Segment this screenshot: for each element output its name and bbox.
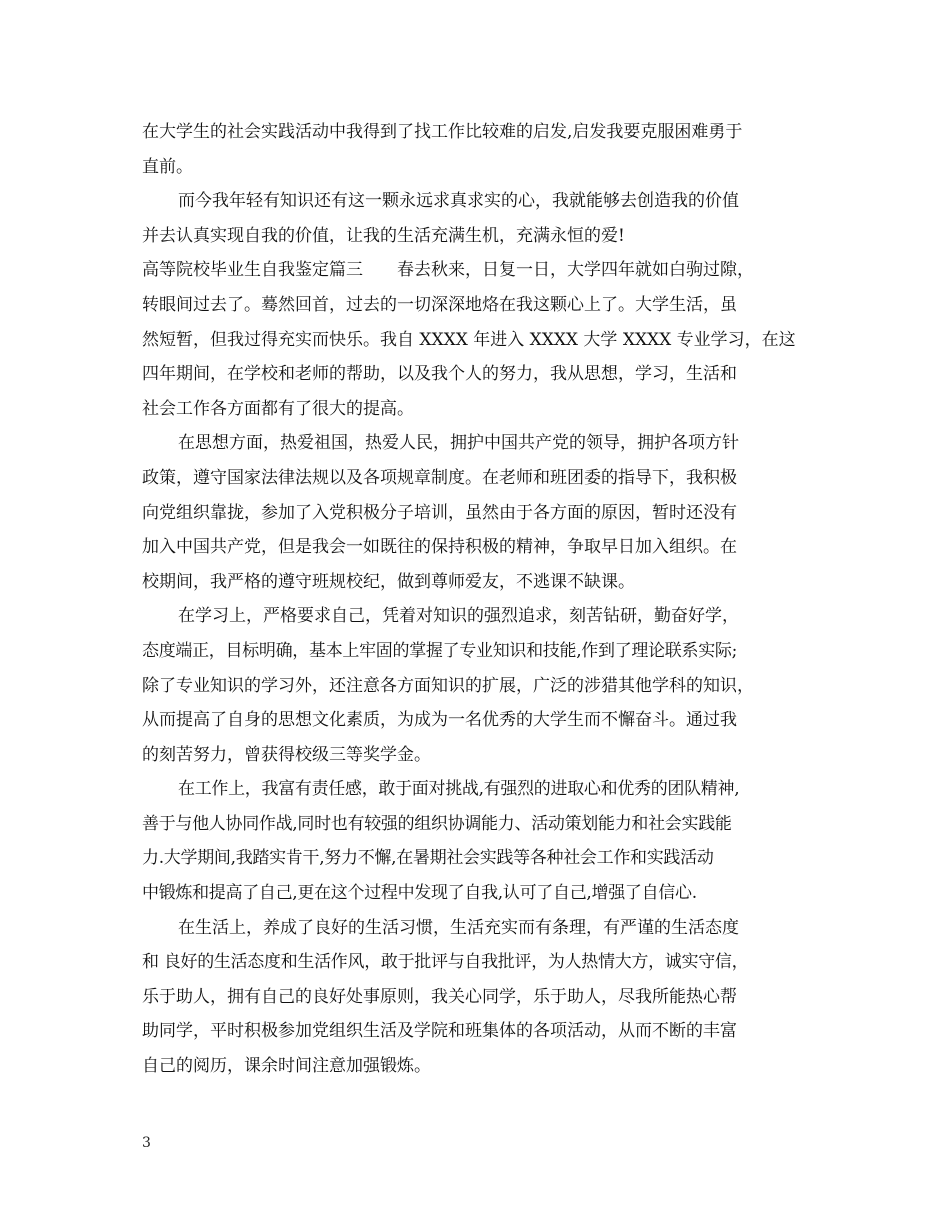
text-line: 从而提高了自身的思想文化素质，为成为一名优秀的大学生而不懈奋斗。通过我 [142,710,737,731]
text-line: 政策，遵守国家法律法规以及各项规章制度。在老师和班团委的指导下，我积极 [142,467,737,488]
section-heading-line: 高等院校毕业生自我鉴定篇三 春去秋来，日复一日，大学四年就如白驹过隙， [142,260,754,281]
text-line: 然短暂，但我过得充实而快乐。我自 XXXX 年进入 XXXX 大学 XXXX 专业学习，在这 [142,329,796,350]
text-line: 并去认真实现自我的价值，让我的生活充满生机，充满永恒的爱! [142,225,625,246]
text-line: 除了专业知识的学习外，还注意各方面知识的扩展，广泛的涉猎其他学科的知识， [142,675,754,696]
text-line: 力.大学期间,我踏实肯干,努力不懈,在暑期社会实践等各种社会工作和实践活动 [142,848,714,869]
text-line: 中锻炼和提高了自己,更在这个过程中发现了自我,认可了自己,增强了自信心. [142,883,697,904]
text-line: 加入中国共产党，但是我会一如既往的保持积极的精神，争取早日加入组织。在 [142,537,737,558]
text-line: 乐于助人，拥有自己的良好处事原则，我关心同学，乐于助人，尽我所能热心帮 [142,986,737,1007]
text-line: 自己的阅历，课余时间注意加强锻炼。 [142,1056,431,1077]
text-line: 的刻苦努力，曾获得校级三等奖学金。 [142,744,431,765]
body-text [142,115,818,1084]
text-line: 社会工作各方面都有了很大的提高。 [142,398,414,419]
text-line: 四年期间，在学校和老师的帮助，以及我个人的努力，我从思想，学习，生活和 [142,364,737,385]
text-line: 助同学，平时积极参加党组织生活及学院和班集体的各项活动，从而不断的丰富 [142,1021,737,1042]
text-line: 向党组织靠拢，参加了入党积极分子培训，虽然由于各方面的原因，暂时还没有 [142,502,737,523]
text-line: 在生活上，养成了良好的生活习惯，生活充实而有条理，有严谨的生活态度 [178,917,739,938]
text-line: 在大学生的社会实践活动中我得到了找工作比较难的启发,启发我要克服困难勇于 [142,122,743,142]
text-line: 在学习上，严格要求自己，凭着对知识的强烈追求，刻苦钻研，勤奋好学， [178,606,739,627]
text-line: 校期间，我严格的遵守班规校纪，做到尊师爱友，不逃课不缺课。 [142,571,635,592]
text-line: 在思想方面，热爱祖国，热爱人民，拥护中国共产党的领导，拥护各项方针 [178,433,739,454]
text-line: 和 良好的生活态度和生活作风，敢于批评与自我批评，为人热情大方，诚实守信， [142,952,749,973]
text-line: 转眼间过去了。蓦然回首，过去的一切深深地烙在我这颗心上了。大学生活，虽 [142,294,737,315]
text-line: 态度端正，目标明确，基本上牢固的掌握了专业知识和技能,作到了理论联系实际; [142,640,738,661]
text-line: 在工作上，我富有责任感，敢于面对挑战,有强烈的进取心和优秀的团队精神, [178,779,740,800]
text-line: 直前。 [142,156,193,177]
page-number: 3 [142,1135,151,1151]
text-line: 善于与他人协同作战,同时也有较强的组织协调能力、活动策划能力和社会实践能 [142,813,732,834]
text-line: 而今我年轻有知识还有这一颗永远求真求实的心，我就能够去创造我的价值 [178,191,739,212]
